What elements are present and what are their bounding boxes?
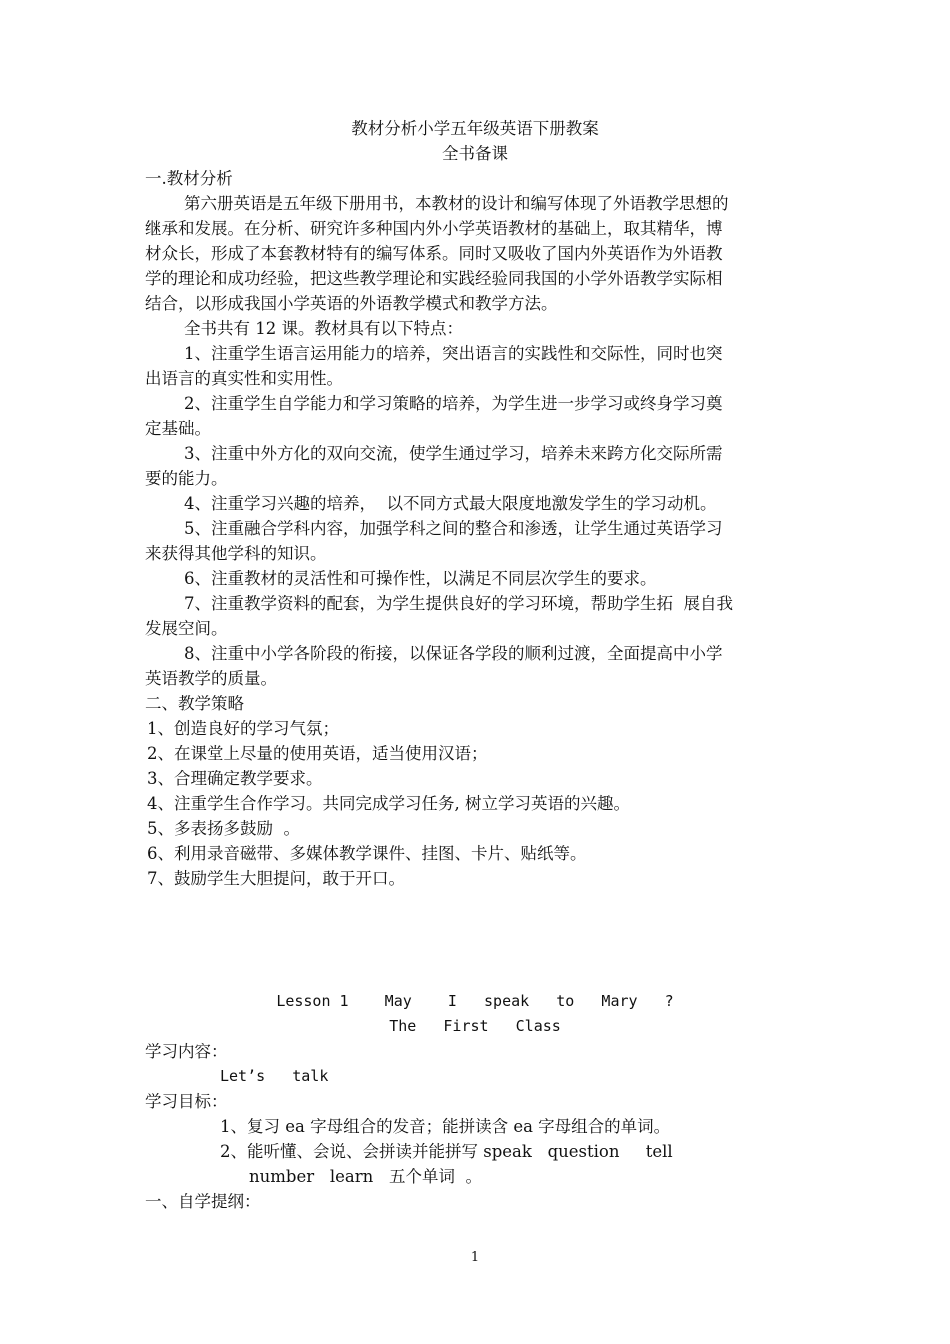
strategy-item: 5、多表扬多鼓励 。 xyxy=(147,819,300,838)
strategy-item: 1、创造良好的学习气氛； xyxy=(147,719,339,738)
feature-item: 1、注重学生语言运用能力的培养，突出语言的实践性和交际性，同时也突 xyxy=(184,344,723,363)
paragraph-line: 结合，以形成我国小学英语的外语教学模式和教学方法。 xyxy=(145,294,558,313)
feature-item-cont: 出语言的真实性和实用性。 xyxy=(145,369,343,388)
feature-item: 3、注重中外方化的双向交流，使学生通过学习，培养未来跨方化交际所需 xyxy=(184,444,723,463)
section-heading-strategy: 二、教学策略 xyxy=(145,694,244,713)
feature-item-cont: 要的能力。 xyxy=(145,469,228,488)
strategy-item: 4、注重学生合作学习。共同完成学习任务, 树立学习英语的兴趣。 xyxy=(147,794,630,813)
paragraph-line: 材众长，形成了本套教材特有的编写体系。同时又吸收了国内外英语作为外语教 xyxy=(145,244,723,263)
content-item: Let’s talk xyxy=(220,1067,329,1085)
feature-item: 5、注重融合学科内容，加强学科之间的整合和渗透，让学生通过英语学习 xyxy=(184,519,723,538)
feature-item: 4、注重学习兴趣的培养， 以不同方式最大限度地激发学生的学习动机。 xyxy=(184,494,717,513)
feature-item: 6、注重教材的灵活性和可操作性，以满足不同层次学生的要求。 xyxy=(184,569,657,588)
lesson-title: Lesson 1 May I speak to Mary ? xyxy=(276,992,674,1010)
paragraph-line: 第六册英语是五年级下册用书，本教材的设计和编写体现了外语教学思想的 xyxy=(184,194,729,213)
goals-label: 学习目标： xyxy=(145,1092,228,1111)
content-label: 学习内容： xyxy=(145,1042,228,1061)
goal-item-cont: number learn 五个单词 。 xyxy=(249,1167,482,1186)
feature-item-cont: 发展空间。 xyxy=(145,619,228,638)
paragraph-line: 学的理论和成功经验，把这些教学理论和实践经验同我国的小学外语教学实际相 xyxy=(145,269,723,288)
feature-item: 2、注重学生自学能力和学习策略的培养，为学生进一步学习或终身学习奠 xyxy=(184,394,723,413)
page-number: 1 xyxy=(470,1250,480,1265)
strategy-item: 3、合理确定教学要求。 xyxy=(147,769,323,788)
strategy-item: 6、利用录音磁带、多媒体教学课件、挂图、卡片、贴纸等。 xyxy=(147,844,587,863)
feature-item-cont: 英语教学的质量。 xyxy=(145,669,277,688)
strategy-item: 7、鼓励学生大胆提问，敢于开口。 xyxy=(147,869,405,888)
goal-item: 1、复习 ea 字母组合的发音；能拼读含 ea 字母组合的单词。 xyxy=(220,1117,671,1136)
document-subtitle: 全书备课 xyxy=(442,144,508,163)
paragraph-line: 继承和发展。在分析、研究许多种国内外小学英语教材的基础上，取其精华，博 xyxy=(145,219,723,238)
document-title: 教材分析小学五年级英语下册教案 xyxy=(351,119,599,138)
feature-item-cont: 定基础。 xyxy=(145,419,211,438)
paragraph-line: 全书共有 12 课。教材具有以下特点： xyxy=(184,319,463,338)
outline-heading: 一、自学提纲： xyxy=(145,1192,261,1211)
feature-item: 8、注重中小学各阶段的衔接，以保证各学段的顺利过渡，全面提高中小学 xyxy=(184,644,723,663)
feature-item: 7、注重教学资料的配套，为学生提供良好的学习环境，帮助学生拓 展自我 xyxy=(184,594,733,613)
strategy-item: 2、在课堂上尽量的使用英语，适当使用汉语； xyxy=(147,744,488,763)
section-heading-analysis: 一.教材分析 xyxy=(145,169,233,188)
lesson-subtitle: The First Class xyxy=(389,1017,561,1035)
goal-item: 2、能听懂、会说、会拼读并能拼写 speak question tell xyxy=(220,1142,673,1161)
feature-item-cont: 来获得其他学科的知识。 xyxy=(145,544,327,563)
